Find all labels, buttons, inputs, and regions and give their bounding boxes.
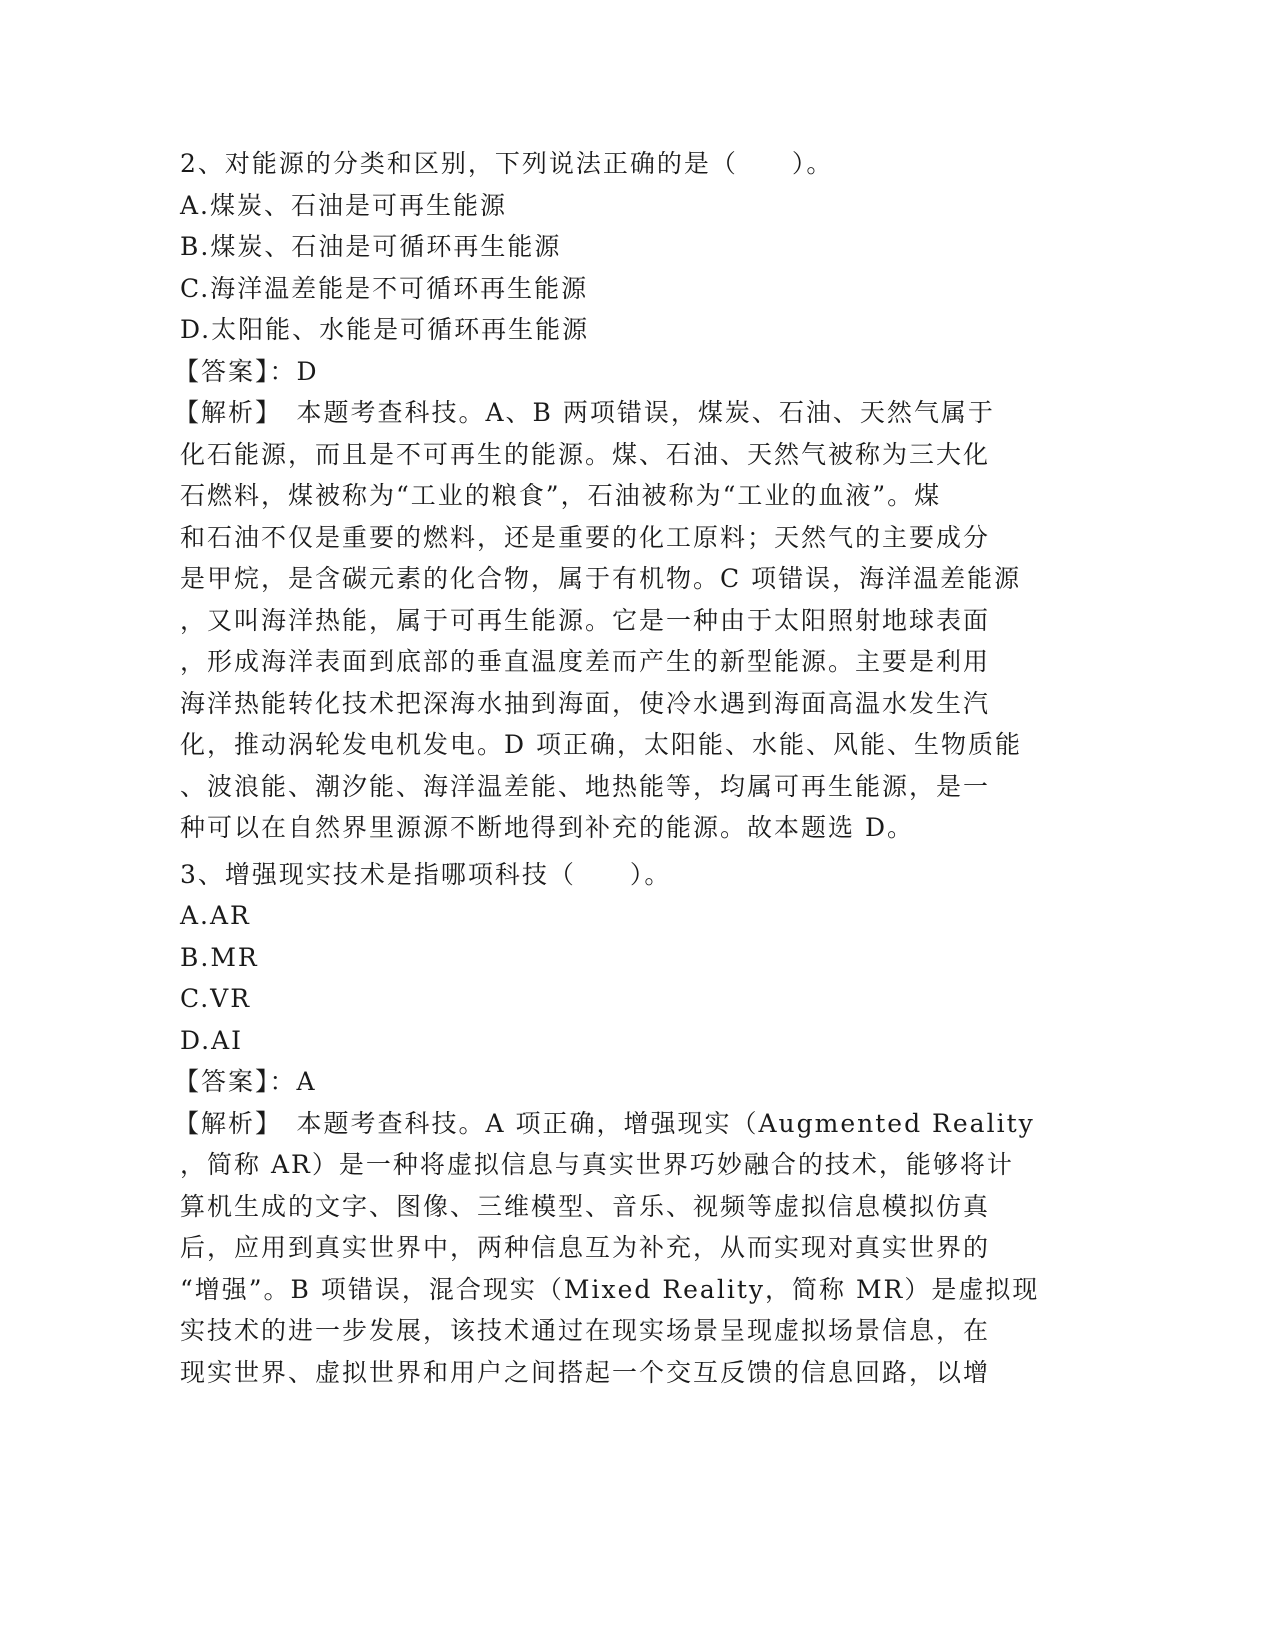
analysis-line: 种可以在自然界里源源不断地得到补充的能源。故本题选 D。 (180, 813, 914, 842)
question-stem: 3、增强现实技术是指哪项科技（ ）。 (180, 859, 672, 889)
analysis-line: 和石油不仅是重要的燃料，还是重要的化工原料；天然气的主要成分 (180, 522, 991, 552)
analysis-line: 算机生成的文字、图像、三维模型、音乐、视频等虚拟信息模拟仿真 (180, 1191, 991, 1221)
analysis-line: 海洋热能转化技术把深海水抽到海面，使冷水遇到海面高温水发生汽 (180, 688, 991, 718)
question-2 (174, 143, 1080, 849)
analysis-line: ，形成海洋表面到底部的垂直温度差而产生的新型能源。主要是利用 (180, 647, 991, 676)
option-a: A.煤炭、石油是可再生能源 (180, 190, 508, 220)
analysis-line: 、波浪能、潮汐能、海洋温差能、地热能等，均属可再生能源，是一 (180, 771, 991, 801)
option-b: B.MR (180, 942, 259, 972)
analysis-line: 【解析】 本题考查科技。A、B 两项错误，煤炭、石油、天然气属于 (174, 398, 995, 427)
analysis-line: ，简称 AR）是一种将虚拟信息与真实世界巧妙融合的技术，能够将计 (180, 1150, 1014, 1179)
analysis-line: 石燃料，煤被称为“工业的粮食”，石油被称为“工业的血液”。煤 (180, 481, 942, 510)
analysis-line: 化石能源，而且是不可再生的能源。煤、石油、天然气被称为三大化 (180, 439, 991, 469)
analysis-line: 化，推动涡轮发电机发电。D 项正确，太阳能、水能、风能、生物质能 (180, 730, 1022, 759)
analysis-line: 现实世界、虚拟世界和用户之间搭起一个交互反馈的信息回路，以增 (180, 1357, 991, 1387)
option-d: D.太阳能、水能是可循环再生能源 (180, 315, 590, 344)
question-stem: 2、对能源的分类和区别，下列说法正确的是（ ）。 (180, 149, 834, 178)
option-c: C.海洋温差能是不可循环再生能源 (180, 273, 589, 303)
analysis (174, 1103, 1080, 1394)
option-b: B.煤炭、石油是可循环再生能源 (180, 232, 562, 261)
answer-line: 【答案】：A (174, 1067, 317, 1096)
analysis-line: 后，应用到真实世界中，两种信息互为补充，从而实现对真实世界的 (180, 1233, 991, 1262)
analysis-line: 【解析】 本题考查科技。A 项正确，增强现实（Augmented Reality (174, 1108, 1035, 1138)
option-d: D.AI (180, 1025, 244, 1055)
option-c: C.VR (180, 984, 252, 1013)
analysis-line: ，又叫海洋热能，属于可再生能源。它是一种由于太阳照射地球表面 (180, 605, 991, 635)
option-a: A.AR (180, 901, 251, 930)
document-page (174, 143, 1080, 1393)
analysis (174, 392, 1080, 849)
question-3 (174, 854, 1080, 1394)
analysis-line: 是甲烷，是含碳元素的化合物，属于有机物。C 项错误，海洋温差能源 (180, 564, 1022, 593)
analysis-line: 实技术的进一步发展，该技术通过在现实场景呈现虚拟场景信息，在 (180, 1316, 991, 1345)
answer-line: 【答案】：D (174, 356, 319, 386)
analysis-line: “增强”。B 项错误，混合现实（Mixed Reality，简称 MR）是虚拟现 (180, 1274, 1040, 1304)
